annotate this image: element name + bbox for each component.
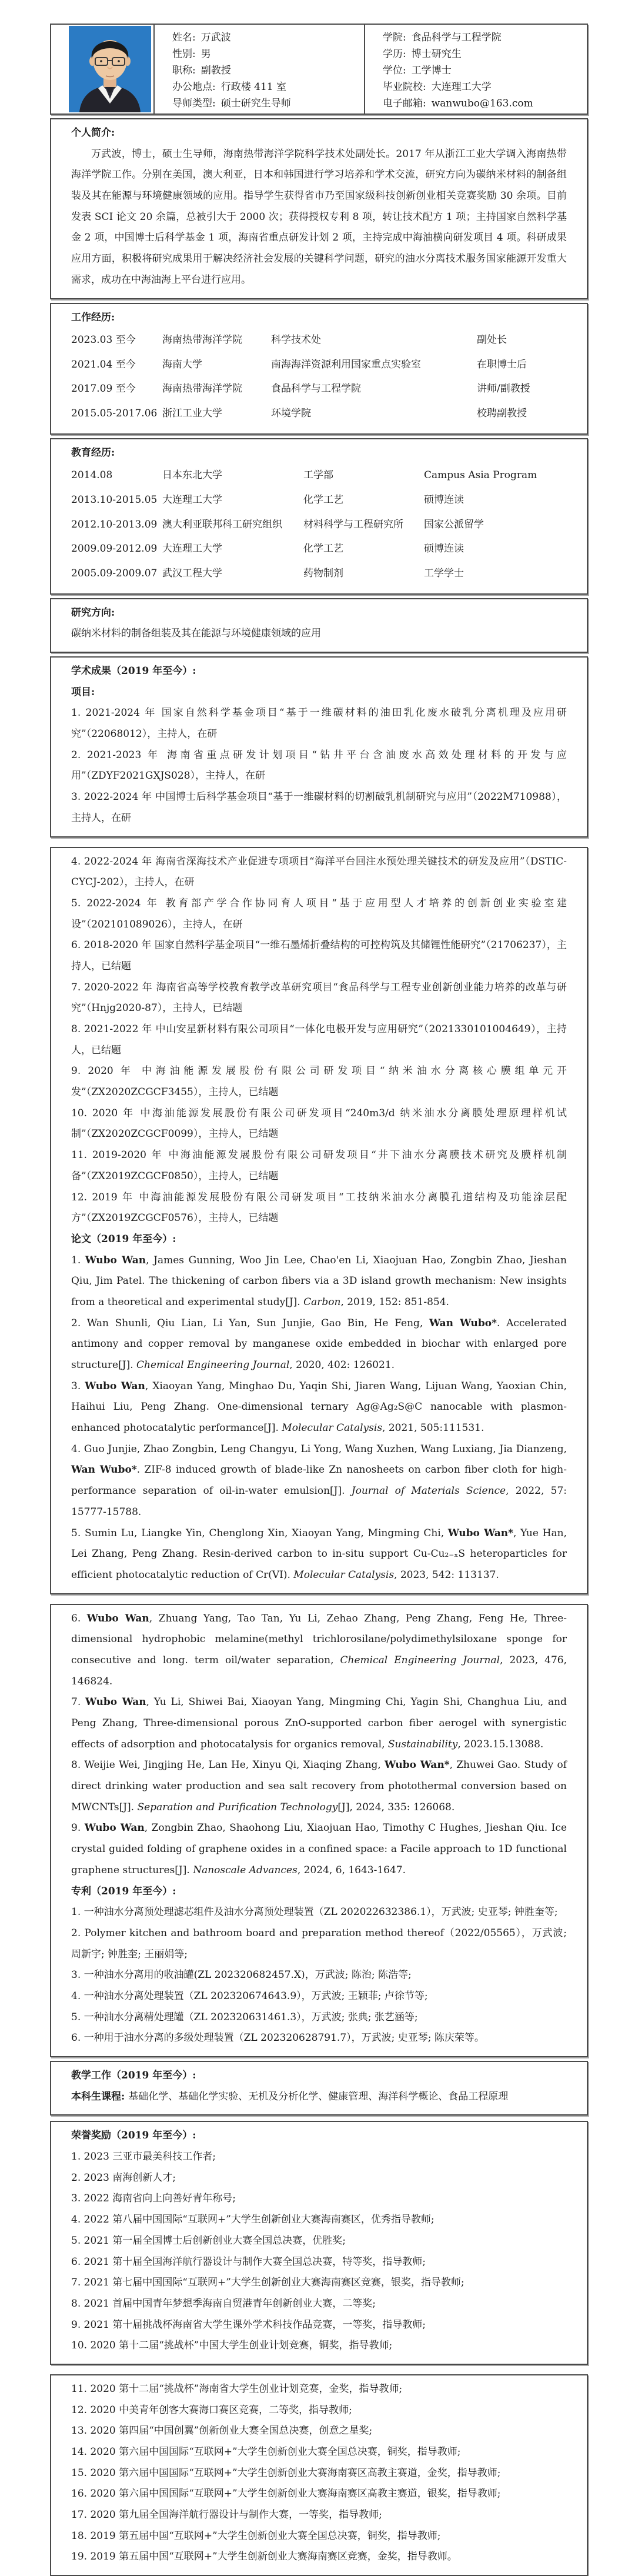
info-field (383, 45, 587, 60)
work-organization: 海南热带海洋学院 (162, 334, 242, 346)
profile-info-table (50, 24, 588, 115)
info-field-value: 硕士研究生导师 (220, 97, 291, 109)
work-period: 2021.04 至今 (71, 358, 136, 371)
paper-item: 6. Wubo Wan, Zhuang Yang, Tao Tan, Yu Li, Zehao Zhang, Peng Zhang, Feng He, Three-dimensional hydrophobic melamine(methyl trichlorosilane/polydimethylsiloxane sponge for consecutive and long. term oil/water separation, Chemical Engineering Journal, 2023, 476, 146824. (71, 1612, 567, 1687)
education-organization: 武汉工程大学 (162, 568, 222, 579)
work-department: 环境学院 (271, 408, 311, 420)
work-period: 2015.05-2017.06 (71, 408, 158, 420)
work-organization: 海南热带海洋学院 (162, 383, 242, 395)
paper-item: 9. Wubo Wan, Zongbin Zhao, Shaohong Liu, Xiaojuan Hao, Timothy C Hughes, Jieshan Qiu. Ice crystal guided folding of graphene oxides in a confined space: a Facile approach to 1D functional graphene structures[J]. Nanoscale Advances, 2024, 6, 1643-1647. (71, 1822, 567, 1876)
paper-item: 1. Wubo Wan, James Gunning, Woo Jin Lee, Chao'en Li, Xiaojuan Hao, Zongbin Zhao, Jieshan Qiu, Jim Patel. The thickening of carbon fibers via a 3D island growth mechanism: New insights from a theoretical and experimental study[J]. Carbon, 2019, 152: 851-854. (71, 1254, 567, 1308)
honor-item: 13. 2020 第四届“中国创翼”创新创业大赛全国总决赛，创意之星奖; (71, 2425, 373, 2437)
section-achievements-projects-2-papers-1 (50, 847, 588, 1594)
education-major: 工学部 (303, 469, 333, 482)
honor-item: 17. 2020 第九届全国海洋航行器设计与制作大赛，一等奖，指导教师; (71, 2509, 382, 2521)
section-teaching (50, 2061, 588, 2115)
education-organization: 日本东北大学 (162, 469, 222, 482)
honors-title: 荣誉奖励（2019 年至今）: (71, 2130, 196, 2142)
patent-item: 6. 一种用于油水分离的多级处理装置（ZL 202320628791.7），万武波; 史亚琴; 陈庆荣等。 (71, 2032, 484, 2044)
patents-list (71, 1902, 567, 2049)
projects-list-part2 (71, 852, 567, 1229)
honor-item: 19. 2019 第五届中国“互联网+”大学生创新创业大赛海南赛区竞赛，金奖，指导教师。 (71, 2551, 457, 2563)
work-position: 校聘副教授 (477, 408, 527, 420)
education-history-row (71, 562, 567, 586)
honor-item: 14. 2020 第六届中国国际“互联网+”大学生创新创业大赛全国总决赛，铜奖，指导教师; (71, 2446, 461, 2458)
patent-item: 1. 一种油水分离预处理滤芯组件及油水分离预处理装置（ZL 202022632386.1），万武波; 史亚琴; 钟胜奎等; (71, 1906, 558, 1918)
education-organization: 大连理工大学 (162, 543, 222, 555)
work-organization: 海南大学 (162, 358, 202, 371)
project-item: 10. 2020 年 中海油能源发展股份有限公司研发项目“240m3/d 纳米油水分离膜处理原理样机试制”（ZX2020ZCGCF0099），主持人，已结题 (71, 1107, 567, 1140)
info-field-value: 食品科学与工程学院 (411, 32, 502, 44)
project-item: 5. 2022-2024 年 教育部产学合作协同育人项目“基于应用型人才培养的创新创业实验室建设”（202101089026），主持人，在研 (71, 897, 567, 930)
education-period: 2009.09-2012.09 (71, 543, 158, 555)
info-field (383, 78, 587, 93)
honor-item: 4. 2022 第八届中国国际“互联网+”大学生创新创业大赛海南赛区，优秀指导教师; (71, 2214, 435, 2226)
project-item: 9. 2020 年 中海油能源发展股份有限公司研发项目“纳米油水分离核心膜组单元开发”（ZX2020ZCGCF3455），主持人，已结题 (71, 1065, 567, 1099)
info-field (383, 62, 587, 76)
honors-list-part2 (71, 2379, 567, 2568)
work-position: 在职博士后 (477, 358, 527, 371)
info-field-value: 行政楼 411 室 (220, 81, 286, 93)
work-history-row (71, 402, 567, 426)
honor-item: 15. 2020 第六届中国国际“互联网+”大学生创新创业大赛海南赛区高教主赛道，金奖，指导教师; (71, 2467, 501, 2479)
section-papers-2-patents (50, 1604, 588, 2057)
work-history-list (71, 328, 567, 426)
education-major: 药物制剂 (303, 568, 343, 579)
honor-item: 5. 2021 第一届全国博士后创新创业大赛全国总决赛，优胜奖; (71, 2234, 346, 2247)
work-history-row (71, 353, 567, 378)
work-period: 2023.03 至今 (71, 334, 136, 346)
honor-item: 7. 2021 第七届中国国际“互联网+”大学生创新创业大赛海南赛区竞赛，银奖，指导教师; (71, 2277, 464, 2289)
info-column-left (155, 25, 365, 114)
paper-item: 4. Guo Junjie, Zhao Zongbin, Leng Changyu, Li Yong, Wang Xuzhen, Wang Luxiang, Jia Dianzeng, Wan Wubo*. ZIF-8 induced growth of blade-like Zn nanosheets on carbon fiber cloth for high-performance separation of oil-in-water emulsion[J]. Journal of Materials Science, 2022, 57: 15777-15788. (71, 1443, 567, 1518)
paper-item: 3. Wubo Wan, Xiaoyan Yang, Minghao Du, Yaqin Shi, Jiaren Wang, Lijuan Wang, Yaoxian Chin, Haihui Liu, Peng Zhang. One-dimensional ternary Ag@Ag₂S@C nanocable with plasmon-enhanced photocatalytic performance[J]. Molecular Catalysis, 2021, 505:111531. (71, 1380, 567, 1434)
work-history-row (71, 328, 567, 353)
info-field-value: 副教授 (200, 64, 231, 76)
info-field-label: 办公地点: (172, 81, 216, 93)
profile-content (50, 24, 588, 2576)
info-field-value: wanwubo@163.com (431, 97, 533, 109)
intro-title: 个人简介: (71, 127, 115, 139)
section-honors-1 (50, 2121, 588, 2365)
info-field-value: 工学博士 (411, 64, 452, 76)
info-field-value: 男 (200, 48, 211, 61)
paper-item: 5. Sumin Lu, Liangke Yin, Chenglong Xin, Xiaoyan Yang, Mingming Chi, Wubo Wan*, Yue Han, Lei Zhang, Peng Zhang. Resin-derived carbon to in-situ support Cu-Cu₂₋ₓS heteroparticles for efficient photocatalytic reduction of Cr(VI). Molecular Catalysis, 2023, 542: 113137. (71, 1527, 567, 1581)
work-position: 副处长 (477, 334, 507, 346)
honor-item: 12. 2020 中美青年创客大赛海口赛区竞赛，二等奖，指导教师; (71, 2404, 352, 2416)
education-major: 化学工艺 (303, 494, 343, 506)
info-field-value: 大连理工大学 (431, 81, 492, 93)
honor-item: 16. 2020 第六届中国国际“互联网+”大学生创新创业大赛海南赛区高教主赛道，银奖，指导教师; (71, 2488, 501, 2500)
education-history-row (71, 488, 567, 513)
projects-list-part1 (71, 703, 567, 829)
info-field (172, 62, 364, 76)
project-item: 6. 2018-2020 年 国家自然科学基金项目“一维石墨烯折叠结构的可控构筑及其储锂性能研究”（21706237），主持人，已结题 (71, 939, 567, 972)
info-field (383, 95, 587, 109)
info-field-label: 学院: (383, 32, 406, 44)
section-research-direction (50, 598, 588, 653)
patent-item: 2. Polymer kitchen and bathroom board and preparation method thereof（2022/05565），万武波; 周新宇; 钟胜奎; 王丽娟等; (71, 1927, 567, 1960)
papers-list-part2 (71, 1609, 567, 1881)
work-history-title: 工作经历: (71, 311, 115, 323)
honor-item: 9. 2021 第十届挑战杯海南省大学生课外学术科技作品竞赛，一等奖，指导教师; (71, 2318, 426, 2331)
education-history-list (71, 463, 567, 586)
section-honors-2 (50, 2374, 588, 2576)
education-organization: 大连理工大学 (162, 494, 222, 506)
research-direction-text: 碳纳米材料的制备组装及其在能源与环境健康领域的应用 (71, 628, 321, 640)
intro-paragraph: 万武波，博士，硕士生导师，海南热带海洋学院科学技术处副处长。2017 年从浙江工业大学调入海南热带海洋学院工作。分别在美国，澳大利亚，日本和韩国进行学习培养和学术交流，研究方向为碳纳米材料的制备组装及其在能源与环境健康领域的应用。指导学生获得省市乃至国家级科技创新创业相关竞赛奖励 30 余项。目前发表 SCI 论文 20 余篇，总被引大于 2000 次；获得授权专利 8 项，转让技术配方 1 项；主持国家自然科学基金 2 项，中国博士后科学基金 1 项，海南省重点研发计划 2 项，主持完成中海油横向研发项目 4 项。科研成果应用方面，积极将研究成果用于解决经济社会发展的关键科学问题，研究的油水分离技术服务国家能源开发重大需求，成功在中海油海上平台进行应用。 (71, 148, 567, 286)
patent-item: 5. 一种油水分离精处理罐（ZL 202320631461.3），万武波; 张典; 张艺涵等; (71, 2011, 418, 2023)
project-item: 7. 2020-2022 年 海南省高等学校教育教学改革研究项目“食品科学与工程专业创新创业能力培养的改革与研究”（Hnjg2020-87），主持人，已结题 (71, 981, 567, 1015)
education-period: 2013.10-2015.05 (71, 494, 158, 506)
projects-label: 项目: (71, 686, 95, 698)
education-degree-type: Campus Asia Program (424, 469, 537, 482)
work-position: 讲师/副教授 (477, 383, 530, 395)
info-field (172, 78, 364, 93)
info-field-label: 性别: (172, 48, 196, 61)
info-field-label: 导师类型: (172, 97, 216, 109)
info-field-label: 学位: (383, 64, 406, 76)
info-field (383, 29, 587, 44)
research-direction-title: 研究方向: (71, 606, 115, 619)
profile-photo (69, 26, 151, 112)
info-field-value: 博士研究生 (411, 48, 462, 61)
info-field-value: 万武波 (200, 32, 231, 44)
education-degree-type: 硕博连读 (424, 494, 464, 506)
undergraduate-courses-line: 本科生课程: 基础化学、基础化学实验、无机及分析化学、健康管理、海洋科学概论、食品工程原理 (71, 2090, 509, 2103)
education-degree-type: 硕博连读 (424, 543, 464, 555)
paper-item: 7. Wubo Wan, Yu Li, Shiwei Bai, Xiaoyan Yang, Mingming Chi, Yagin Shi, Changhua Liu, and Peng Zhang, Three-dimensional porous ZnO-supported carbon fiber aerogel with synergistic effects of adsorption and photocatalysis for organics removal, Sustainability, 2023.15.13088. (71, 1696, 567, 1750)
education-major: 材料科学与工程研究所 (303, 518, 403, 530)
education-history-row (71, 463, 567, 488)
education-history-title: 教育经历: (71, 446, 115, 459)
work-history-row (71, 377, 567, 402)
education-organization: 澳大利亚联邦科工研究组织 (162, 518, 282, 530)
honor-item: 11. 2020 第十二届“挑战杯”海南省大学生创业计划竞赛，金奖，指导教师; (71, 2383, 403, 2395)
teaching-title: 教学工作（2019 年至今）: (71, 2070, 196, 2082)
education-degree-type: 工学学士 (424, 568, 464, 579)
project-item: 4. 2022-2024 年 海南省深海技术产业促进专项项目“海洋平台回注水预处理关键技术的研发及应用”（DSTIC-CYCJ-202），主持人，在研 (71, 855, 567, 889)
education-degree-type: 国家公派留学 (424, 518, 484, 530)
info-field-label: 毕业院校: (383, 81, 426, 93)
honor-item: 6. 2021 第十届全国海洋航行器设计与制作大赛全国总决赛，特等奖，指导教师; (71, 2255, 426, 2268)
info-field (172, 29, 364, 44)
paper-item: 8. Weijie Wei, Jingjing He, Lan He, Xinyu Qi, Xiaqing Zhang, Wubo Wan*, Zhuwei Gao. Study of direct drinking water production and sea salt recovery from photothermal conversion based on MWCNTs[J]. Separation and Purification Technology[J], 2024, 335: 126068. (71, 1759, 567, 1813)
project-item: 1. 2021-2024 年 国家自然科学基金项目“基于一维碳材料的油田乳化废水破乳分离机理及应用研究”（22068012），主持人，在研 (71, 707, 567, 740)
info-field-label: 学历: (383, 48, 406, 61)
honor-item: 8. 2021 首届中国青年梦想季海南自贸港青年创新创业大赛，二等奖; (71, 2297, 376, 2310)
info-field-label: 职称: (172, 64, 196, 76)
info-column-right (365, 25, 587, 114)
info-field-label: 电子邮箱: (383, 97, 426, 109)
project-item: 12. 2019 年 中海油能源发展股份有限公司研发项目“工技纳米油水分离膜孔道结构及功能涂层配方”（ZX2019ZCGCF0576），主持人，已结题 (71, 1191, 567, 1224)
honor-item: 3. 2022 海南省向上向善好青年称号; (71, 2193, 236, 2205)
faculty-profile-page (0, 24, 635, 2563)
education-period: 2005.09-2009.07 (71, 568, 158, 579)
info-field (172, 95, 364, 109)
project-item: 8. 2021-2022 年 中山安星新材料有限公司项目“一体化电极开发与应用研究”（2021330101004649），主持人，已结题 (71, 1023, 567, 1056)
education-history-row (71, 537, 567, 562)
section-education-history (50, 438, 588, 595)
papers-label: 论文（2019 年至今）: (71, 1233, 176, 1245)
honor-item: 10. 2020 第十二届“挑战杯”中国大学生创业计划竞赛，铜奖，指导教师; (71, 2340, 393, 2352)
papers-list-part1 (71, 1250, 567, 1586)
honors-list-part1 (71, 2147, 567, 2357)
project-item: 11. 2019-2020 年 中海油能源发展股份有限公司研发项目“井下油水分离膜技术研究及膜样机制备”（ZX2019ZCGCF0850），主持人，已结题 (71, 1149, 567, 1182)
work-period: 2017.09 至今 (71, 383, 136, 395)
education-history-row (71, 513, 567, 538)
work-department: 科学技术处 (271, 334, 321, 346)
section-intro (50, 118, 588, 299)
project-item: 3. 2022-2024 年 中国博士后科学基金项目“基于一维碳材料的切割破乳机制研究与应用”（2022M710988），主持人，在研 (71, 791, 567, 824)
patent-item: 3. 一种油水分离用的收油罐(ZL 202320682457.X)，万武波; 陈治; 陈浩等; (71, 1969, 412, 1981)
paper-item: 2. Wan Shunli, Qiu Lian, Li Yan, Sun Junjie, Gao Bin, He Feng, Wan Wubo*. Accelerated antimony and copper removal by manganese oxide embedded in biochar with enlarged pore structure[J]. Chemical Engineering Journal, 2020, 402: 126021. (71, 1317, 567, 1372)
achievements-title: 学术成果（2019 年至今）: (71, 665, 196, 678)
info-field-label: 姓名: (172, 32, 196, 44)
patents-label: 专利（2019 年至今）: (71, 1885, 176, 1897)
section-achievements-projects-1 (50, 656, 588, 837)
section-work-history (50, 303, 588, 435)
info-field (172, 45, 364, 60)
honor-item: 2. 2023 南海创新人才; (71, 2171, 176, 2184)
honor-item: 1. 2023 三亚市最美科技工作者; (71, 2151, 216, 2163)
education-period: 2014.08 (71, 469, 113, 482)
work-department: 南海海洋资源利用国家重点实验室 (271, 358, 421, 371)
patent-item: 4. 一种油水分离处理装置（ZL 202320674643.9），万武波; 王颖菲; 卢徐节等; (71, 1990, 428, 2002)
work-department: 食品科学与工程学院 (271, 383, 361, 395)
photo-cell (51, 25, 155, 114)
education-major: 化学工艺 (303, 543, 343, 555)
education-period: 2012.10-2013.09 (71, 518, 158, 530)
project-item: 2. 2021-2023 年 海南省重点研发计划项目“钻井平台含油废水高效处理材料的开发与应用”（ZDYF2021GXJS028），主持人，在研 (71, 749, 567, 782)
honor-item: 18. 2019 第五届中国“互联网+”大学生创新创业大赛全国总决赛，铜奖，指导教师; (71, 2530, 441, 2542)
work-organization: 浙江工业大学 (162, 408, 222, 420)
